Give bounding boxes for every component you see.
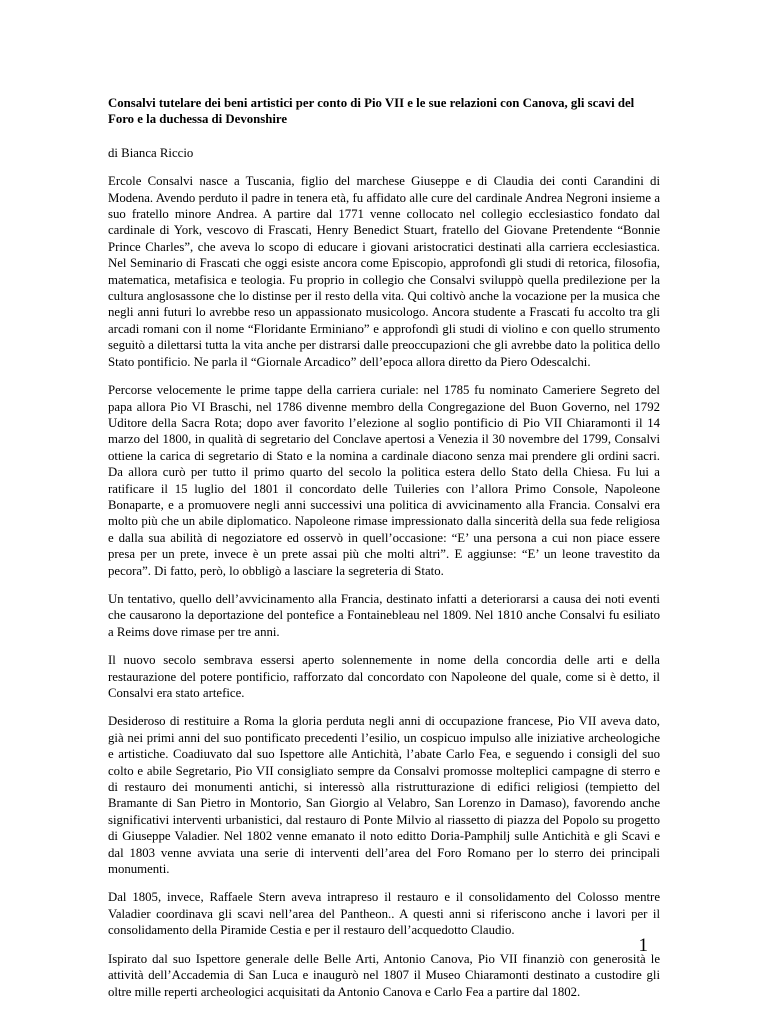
page-number: 1 (638, 935, 648, 956)
document-title: Consalvi tutelare dei beni artistici per conto di Pio VII e le sue relazioni con Canova, gli scavi del Foro e la duchessa di Devonshire (108, 96, 635, 127)
paragraph-6: Dal 1805, invece, Raffaele Stern aveva intrapreso il restauro e il consolidamento del Colosso mentre Valadier coordinava gli scavi nell’area del Pantheon.. A questi anni si riferiscono anche i lavori per il consolidamento della Piramide Cestia e per il restauro dell’acquedotto Claudio. (108, 890, 660, 938)
paragraph-1: Ercole Consalvi nasce a Tuscania, figlio del marchese Giuseppe e di Claudia dei conti Carandini di Modena. Avendo perduto il padre in tenera età, fu affidato alle cure del cardinale Andrea Negroni insieme a suo fratello minore Andrea. A partire dal 1771 venne collocato nel collegio ecclesiastico fondato dal cardinale di York, vescovo di Frascati, Henry Benedict Stuart, fratello del Giovane Pretendente “Bonnie Prince Charles”, che aveva lo scopo di educare i giovani aristocratici destinati alla carriera ecclesiastica. Nel Seminario di Frascati che oggi esiste ancora come Episcopio, approfondì gli studi di retorica, filosofia, matematica, metafisica e teologia. Fu proprio in collegio che Consalvi sviluppò quella predilezione per la cultura anglosassone che lo distinse per il resto della vita. Qui coltivò anche la vocazione per la musica che negli anni futuri lo avrebbe reso un appassionato musicologo. Ancora studente a Frascati fu accolto tra gli arcadi romani con il nome “Floridante Erminiano” e approfondì gli studi di violino e con quello strumento seguitò a dilettarsi tutta la vita anche per distrarsi dalle preoccupazioni che gli avrebbe dato la politica dello Stato pontificio. Ne parla il “Giornale Arcadico” dell’epoca allora diretto da Piero Odescalchi. (108, 174, 660, 369)
paragraph-4: Il nuovo secolo sembrava essersi aperto solennemente in nome della concordia delle arti e della restaurazione del potere pontificio, rafforzato dal concordato con Napoleone del quale, come si è detto, il Consalvi era stato artefice. (108, 653, 660, 700)
paragraph-3: Un tentativo, quello dell’avvicinamento alla Francia, destinato infatti a deteriorarsi a causa dei noti eventi che causarono la deportazione del pontefice a Fontainebleau nel 1809. Nel 1810 anche Consalvi fu esiliato a Reims dove rimase per tre anni. (108, 591, 660, 639)
document-page (108, 95, 660, 1012)
paragraph-2: Percorse velocemente le prime tappe della carriera curiale: nel 1785 fu nominato Cameriere Segreto del papa allora Pio VI Braschi, nel 1786 divenne membro della Congregazione del Buon Governo, nel 1792 Uditore della Sacra Rota; dopo aver favorito l’elezione al soglio pontificio di Pio VII Chiaramonti il 14 marzo del 1800, in qualità di segretario del Conclave apertosi a Venezia il 30 novembre del 1799, Consalvi ottiene la carica di segretario di Stato e la nomina a cardinale diacono senza mai prendere gli ordini sacri. Da allora curò per tutto il primo quarto del secolo la politica estera dello Stato della Chiesa. Fu lui a ratificare il 15 luglio del 1801 il concordato delle Tuileries con l’allora Primo Console, Napoleone Bonaparte, e a promuovere negli anni successivi una politica di avvicinamento alla Francia. Consalvi era molto più che un abile diplomatico. Napoleone rimase impressionato dalla sincerità della sua fede religiosa e dalla sua abilità di negoziatore ed osservò in quell’occasione: “E’ una persona a cui non piace essere presa per un prete, invece è un prete assai più che molti altri”. E aggiunse: “E’ un leone travestito da pecora”. Di fatto, però, lo obbligò a lasciare la segreteria di Stato. (108, 383, 660, 578)
paragraph-5: Desideroso di restituire a Roma la gloria perduta negli anni di occupazione francese, Pio VII aveva dato, già nei primi anni del suo pontificato precedenti l’esilio, un cospicuo impulso alle iniziative archeologiche e artistiche. Coadiuvato dal suo Ispettore alle Antichità, l’abate Carlo Fea, e seguendo i consigli del suo colto e abile Segretario, Pio VII consigliato sempre da Consalvi promosse molteplici campagne di sterro e di restauro dei monumenti antichi, si interessò alla ristrutturazione di edifici religiosi (tempietto del Bramante di San Pietro in Montorio, San Giorgio al Velabro, San Lorenzo in Damaso), favorendo anche significativi interventi urbanistici, dal restauro di Ponte Milvio al riassetto di piazza del Popolo su progetto di Giuseppe Valadier. Nel 1802 venne emanato il noto editto Doria-Pamphilj sulle Antichità e gli Scavi e dal 1803 venne avviata una serie di interventi dell’area del Foro Romano per lo sterro dei principali monumenti. (108, 714, 660, 877)
paragraph-7: Ispirato dal suo Ispettore generale delle Belle Arti, Antonio Canova, Pio VII finanziò con generosità le attività dell’Accademia di San Luca e inaugurò nel 1807 il Museo Chiaramonti destinato a custodire gli oltre mille reperti archeologici acquisitati da Antonio Canova e Carlo Fea a partire dal 1802. (108, 951, 660, 999)
document-author: di Bianca Riccio (108, 145, 194, 160)
